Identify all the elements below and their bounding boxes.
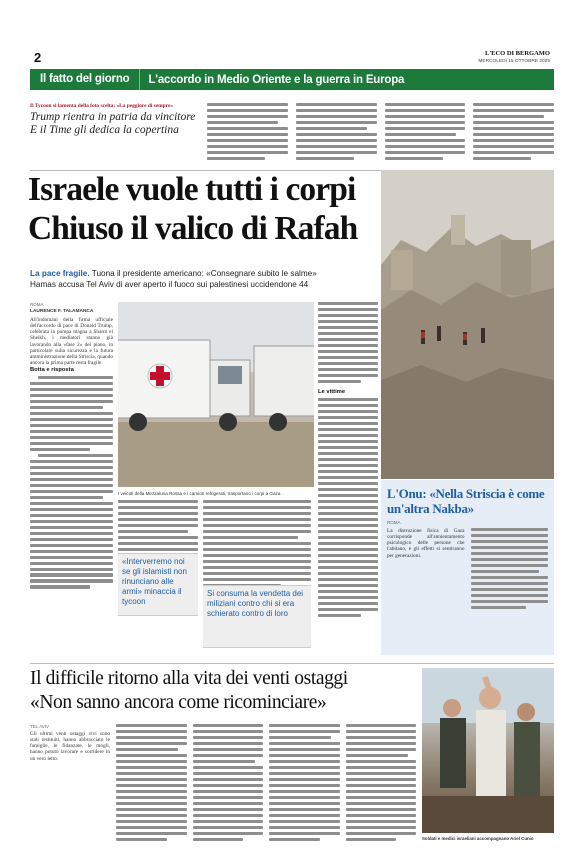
hostage-return-photo: [422, 668, 554, 833]
sub-kicker: La pace fragile.: [30, 269, 90, 278]
text-col: [269, 724, 340, 842]
section-bar: [30, 69, 554, 90]
main-col-4-text: [318, 302, 378, 383]
time-kicker: Il Tycoon si lamenta della foto scelta: «La peggiore di sempre»: [30, 103, 174, 109]
main-byline: LAURENCE F. TALAMANCA: [30, 309, 94, 314]
divider: [30, 663, 554, 664]
main-headline-1: Israele vuole tutti i corpi: [28, 171, 356, 208]
main-dateline: ROMA: [30, 302, 44, 307]
text-col: [346, 724, 417, 842]
main-intro: All'indomani della firma ufficiale dell'accordo di pace di Donald Trump, celebrata in pompa magna a Sharm el Sheikh, i mediatori stanno già lavorando alla «fase 2» del piano, in particolare sulla sicurezza e la futura amministrazione della Striscia, quando ancora la prima parte resta fragile.: [30, 317, 113, 365]
onu-headline: L'Onu: «Nella Striscia è come un'altra Nakba»: [387, 486, 545, 516]
time-text-columns: [207, 103, 554, 166]
text-col: [116, 724, 187, 842]
text-col: [473, 103, 554, 166]
subhead-vittime: Le vittime: [318, 389, 346, 395]
rubble-illustration: [381, 170, 554, 479]
pullquote-1-text: «Interverremo noi se gli islamisti non rinunciano alle armi» minaccia il tycoon: [122, 557, 187, 606]
main-subhead: [30, 268, 375, 290]
text-col: [207, 103, 288, 166]
hostages-photo-caption: Soldati e medici israeliani accompagnano Ariel Cunio: [422, 836, 534, 841]
section-topic: L'accordo in Medio Oriente e la guerra in Europa: [148, 73, 405, 86]
pullquote-1: [118, 553, 198, 616]
text-col: [296, 103, 377, 166]
sub-text-2: Hamas accusa Tel Aviv di aver aperto il fuoco sui palestinesi uccidendone 44: [30, 280, 309, 289]
hostages-headline-2: «Non sanno ancora come ricominciare»: [30, 692, 327, 713]
paper-name: L'ECO DI BERGAMO: [484, 50, 550, 57]
crowd-illustration: [422, 668, 554, 833]
sub-text: Tuona il presidente americano: «Consegnare subito le salme»: [91, 269, 317, 278]
onu-col-2: [471, 528, 549, 638]
main-headline-2: Chiuso il valico di Rafah: [28, 210, 358, 247]
onu-intro: La distruzione fisica di Gaza corrisponde all'annientamento psicologico delle persone che l'abitano, e gli effetti si sentiranno per generazioni.: [387, 528, 465, 559]
main-col-1-text: [30, 376, 113, 589]
onu-box: [381, 480, 554, 655]
text-col: [193, 724, 264, 842]
hostages-headline-1: Il difficile ritorno alla vita dei venti ostaggi: [30, 668, 348, 689]
red-crescent-trucks-photo: [118, 302, 314, 487]
main-col-3-text: [203, 500, 311, 587]
text-col: [385, 103, 466, 166]
time-headline: Trump rientra in patria da vincitore E il Time gli dedica la copertina: [30, 111, 196, 136]
subhead-botta: Botta e risposta: [30, 367, 74, 373]
truck-caption: I veicoli della Mezzaluna Rossa e i camion refrigerati, trasportano i corpi a Gaza: [118, 491, 281, 496]
hostages-text-columns: [116, 724, 416, 842]
hostages-intro: Gli ultimi venti ostaggi vivi sono stati restituiti, hanno abbracciato le famiglie, le fidanzate, le mogli, hanno potuto lavorare e sorridere in un vero letto.: [30, 731, 110, 762]
page-number: 2: [34, 50, 42, 65]
pullquote-2: [203, 585, 311, 648]
onu-dateline: ROMA: [387, 520, 401, 525]
hostages-dateline: TEL AVIV: [30, 724, 50, 729]
gaza-rubble-photo: [381, 170, 554, 479]
main-col-2-text: [118, 500, 198, 557]
pullquote-2-text: Si consuma la vendetta dei miliziani contro chi si era schierato contro di loro: [207, 589, 304, 618]
issue-date: MERCOLEDÌ 15 OTTOBRE 2025: [478, 59, 550, 64]
trucks-illustration: [118, 302, 314, 487]
section-label: Il fatto del giorno: [30, 69, 140, 90]
main-col-4c-text: [318, 560, 378, 617]
